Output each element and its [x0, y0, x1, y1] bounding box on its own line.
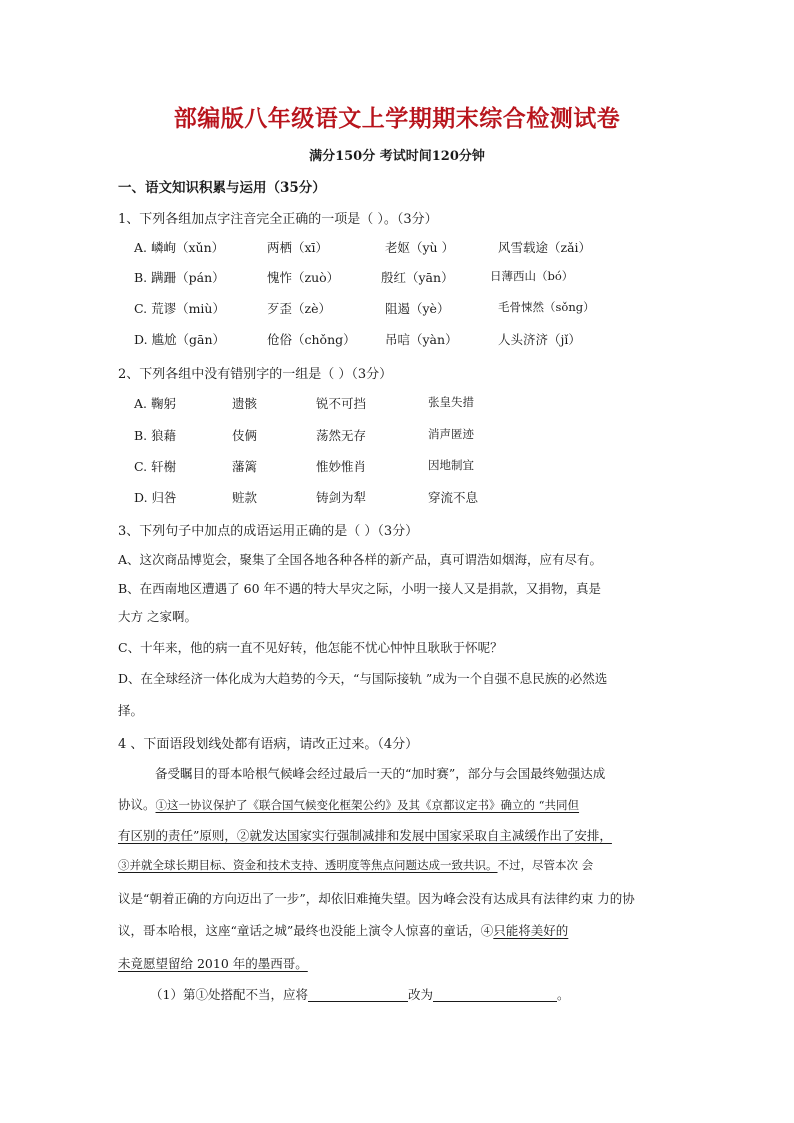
q2-option-c-2: 藩篱 [232, 459, 258, 474]
q1-option-b-1: B. 蹒跚（pán） [134, 270, 225, 285]
q1-option-a-3: 老妪（yù ） [385, 240, 455, 255]
q1-option-b-2: 愧怍（zuò） [267, 270, 340, 285]
section-heading: 一、语文知识积累与运用（35分） [118, 180, 326, 196]
q2-option-c-4: 因地制宜 [428, 458, 474, 472]
q4-underlined-sentence-1: ①这一协议保护了《联合国气候变化框架公约》及其《京都议定书》确立的 “共同但 [155, 798, 580, 812]
q4-sub1-middle: 改为 [407, 987, 433, 1002]
q2-option-c-1: C. 轩榭 [134, 459, 177, 474]
q2-option-c-3: 惟妙惟肖 [316, 459, 367, 474]
q1-option-d-2: 伧俗（chǒng） [267, 332, 356, 347]
answer-blank-2[interactable] [433, 987, 557, 1002]
q4-sub1-prompt: （1）第①处搭配不当，应将 [150, 987, 308, 1002]
q4-sub1-end: 。 [556, 987, 570, 1002]
question-4-stem: 4 、下面语段划线处都有语病，请改正过来。（4分） [118, 737, 419, 752]
q2-option-b-2: 伎俩 [232, 428, 258, 443]
q4-passage-line4-rest: 不过，尽管本次 会 [497, 858, 594, 872]
q4-underlined-sentence-4: 只能将美好的 [493, 923, 569, 938]
q1-option-c-1: C. 荒谬（miù） [134, 301, 225, 316]
q4-passage-line2 [118, 795, 579, 813]
q3-option-a: A、这次商品博览会，聚集了全国各地各种各样的新产品，真可谓浩如烟海，应有尽有。 [118, 552, 603, 567]
question-2-stem: 2、下列各组中没有错别字的一组是（ ）（3分） [118, 367, 393, 382]
q2-option-a-4: 张皇失措 [428, 395, 474, 409]
q4-passage-line2-start: 协议。 [118, 797, 156, 812]
q3-option-c: C、十年来，他的病一直不见好转，他怎能不忧心忡忡且耿耿于怀呢？ [118, 640, 503, 655]
q3-option-b-line2: 大方 之家啊。 [118, 609, 197, 624]
q1-option-d-4: 人头济济（jǐ） [498, 332, 581, 347]
q4-passage-line6 [118, 921, 568, 939]
q2-option-b-1: B. 狼藉 [134, 428, 177, 443]
q1-option-b-4: 日薄西山（bó） [490, 269, 574, 283]
q1-option-a-4: 风雪载途（zǎi） [498, 240, 592, 255]
q1-option-c-3: 阻遏（yè） [385, 301, 450, 316]
q1-option-d-3: 吊唁（yàn） [385, 332, 458, 347]
q2-option-b-3: 荡然无存 [316, 428, 367, 443]
q2-option-d-1: D. 归咎 [134, 490, 177, 505]
q2-option-a-1: A. 鞠躬 [134, 396, 176, 411]
q4-underlined-sentence-4-cont: 未竟愿望留给 2010 年的墨西哥。 [118, 956, 308, 971]
answer-blank-1[interactable] [308, 987, 408, 1002]
q4-passage-line1: 备受瞩目的哥本哈根气候峰会经过最后一天的“加时赛”，部分与会国最终勉强达成 [155, 766, 606, 781]
q2-option-d-4: 穿流不息 [428, 490, 479, 505]
q3-option-d-line2: 择。 [118, 703, 144, 718]
q2-option-d-2: 赃款 [232, 490, 258, 505]
q1-option-c-4: 毛骨悚然（sǒng） [498, 300, 595, 314]
q4-passage-line5: 议是“朝着正确的方向迈出了一步”，却依旧难掩失望。因为峰会没有达成具有法律约束 力的协 [118, 891, 635, 906]
question-1-stem: 1、下列各组加点字注音完全正确的一项是（ ）。（3分） [118, 212, 438, 227]
q4-passage-line4 [118, 857, 593, 873]
question-3-stem: 3、下列句子中加点的成语运用正确的是（ ）（3分） [118, 524, 419, 539]
q4-subquestion-1 [150, 985, 570, 1003]
exam-title: 部编版八年级语文上学期期末综合检测试卷 [173, 105, 621, 132]
q2-option-a-2: 遗骸 [232, 396, 258, 411]
q2-option-a-3: 锐不可挡 [316, 396, 367, 411]
q1-option-b-3: 殷红（yān） [381, 270, 454, 285]
q4-passage-line6-start: 议，哥本哈根，这座“童话之城”最终也没能上演令人惊喜的童话，④ [118, 923, 494, 938]
exam-subtitle: 满分150分 考试时间120分钟 [309, 149, 485, 164]
q1-option-c-2: 歹歪（zè） [267, 301, 331, 316]
q2-option-d-3: 铸剑为犁 [316, 490, 367, 505]
q2-option-b-4: 消声匿迹 [428, 427, 474, 441]
q1-option-a-1: A. 嶙峋（xǔn） [134, 240, 225, 255]
q4-underlined-sentence-3: ③并就全球长期目标、资金和技术支持、透明度等焦点问题达成一致共识。 [118, 858, 498, 872]
q3-option-b-line1: B、在西南地区遭遇了 60 年不遇的特大旱灾之际，小明一接人又是捐款，又捐物，真是 [118, 581, 602, 596]
q1-option-d-1: D. 尴尬（gān） [134, 332, 226, 347]
q4-underlined-sentence-2: 有区别的责任”原则，②就发达国家实行强制减排和发展中国家采取自主减缓作出了安排， [118, 828, 612, 843]
q3-option-d-line1: D、在全球经济一体化成为大趋势的今天，“与国际接轨 ”成为一个自强不息民族的必然选 [118, 671, 608, 686]
q1-option-a-2: 两栖（xī） [267, 240, 329, 255]
